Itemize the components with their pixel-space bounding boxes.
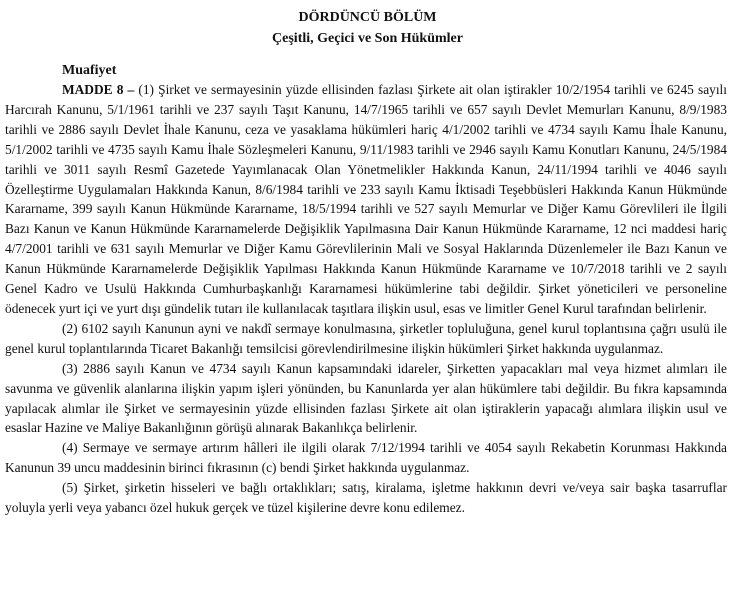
paragraph-2: (2) 6102 sayılı Kanunun ayni ve nakdî sermaye konulmasına, şirketler topluluğuna, genel kurul toplantısına çağrı usulü ile genel kurul toplantılarında Ticaret Bakanlığı temsilcisi görevlendirilmesine ilişkin hükümleri Şirket hakkında uygulanmaz.: [5, 320, 727, 356]
chapter-title: DÖRDÜNCÜ BÖLÜM: [298, 10, 437, 25]
paragraph-3: (3) 2886 sayılı Kanun ve 4734 sayılı Kanun kapsamındaki idareler, Şirketten yapacakları mal veya hizmet alımları ile savunma ve güvenlik alanlarına ilişkin yapım işleri yönünden, bu Kanunlarda yer alan hükümlere tabi değildir. Bu fıkra kapsamında yapılacak alımlar ile Şirket ve sermayesinin yüzde ellisinden fazlası Şirkete ait olan iştiraklerin yapacağı alımlara ilişkin usul ve esaslar Hazine ve Maliye Bakanlığının görüşü alınarak Bakanlıkça belirlenir.: [5, 360, 727, 436]
paragraph-1: [5, 80, 727, 319]
paragraph-1-text: (1) Şirket ve sermayesinin yüzde ellisinden fazlası Şirkete ait olan iştirakler 10/2/1954 tarihli ve 6245 sayılı Harcırah Kanunu, 5/1/1961 tarihli ve 237 sayılı Taşıt Kanunu, 14/7/1965 tarihli ve 657 sayılı Devlet Memurları Kanunu, 8/9/1983 tarihli ve 2886 sayılı Devlet İhale Kanunu, ceza ve yasaklama hükümleri hariç 4/1/2002 tarihli ve 4734 sayılı Kamu İhale Kanunu, 5/1/2002 tarihli ve 4735 sayılı Kamu İhale Sözleşmeleri Kanunu, 9/11/1983 tarihli ve 2946 sayılı Kamu Konutları Kanunu, 24/5/1984 tarihli ve 3011 sayılı Resmî Gazetede Yayımlanacak Olan Yönetmelikler Hakkında Kanun, 24/11/1994 tarihli ve 4046 sayılı Özelleştirme Uygulamaları Hakkında Kanun, 8/6/1984 tarihli ve 233 sayılı Kamu İktisadi Teşebbüsleri Hakkında Kanun Hükmünde Kararname, 399 sayılı Kanun Hükmünde Kararname, 18/5/1994 tarihli ve 527 sayılı Memurlar ve Diğer Kamu Görevlileri ile İlgili Bazı Kanun ve Kanun Hükmünde Kararnamelerde Değişiklik Yapılmasına Dair Kanun Hükmünde Kararname, 12 nci maddesi hariç 4/7/2001 tarihli ve 631 sayılı Memurlar ve Diğer Kamu Görevlilerinin Mali ve Sosyal Haklarında Düzenlemeler ile Bazı Kanun ve Kanun Hükmünde Kararnamelerde Değişiklik Yapılması Hakkında Kanun Hükmünde Kararname ve 10/7/2018 tarihli ve 2 sayılı Genel Kadro ve Usulü Hakkında Cumhurbaşkanlığı Kararnamesi hükümlerine tabi değildir. Şirket yöneticileri ve personeline ödenecek yurt içi ve yurt dışı gündelik tutarı ile kullanılacak taşıtlara ilişkin usul, esas ve limitler Genel Kurul tarafından belirlenir.: [5, 82, 727, 316]
paragraph-5: (5) Şirket, şirketin hisseleri ve bağlı ortaklıkları; satış, kiralama, işletme hakkının devri ve/veya sair başka tasarruflar yoluyla yerli veya yabancı özel hukuk gerçek ve tüzel kişilerine devre konu edilemez.: [5, 480, 727, 516]
paragraph-4: (4) Sermaye ve sermaye artırım hâlleri ile ilgili olarak 7/12/1994 tarihli ve 4054 sayılı Rekabetin Korunması Hakkında Kanunun 39 uncu maddesinin birinci fıkrasının (c) bendi Şirket hakkında uygulanmaz.: [5, 440, 727, 476]
section-heading: Muafiyet: [62, 63, 117, 78]
article-body: [5, 80, 727, 518]
chapter-subtitle: Çeşitli, Geçici ve Son Hükümler: [272, 31, 463, 46]
article-label: MADDE 8 –: [62, 82, 135, 97]
